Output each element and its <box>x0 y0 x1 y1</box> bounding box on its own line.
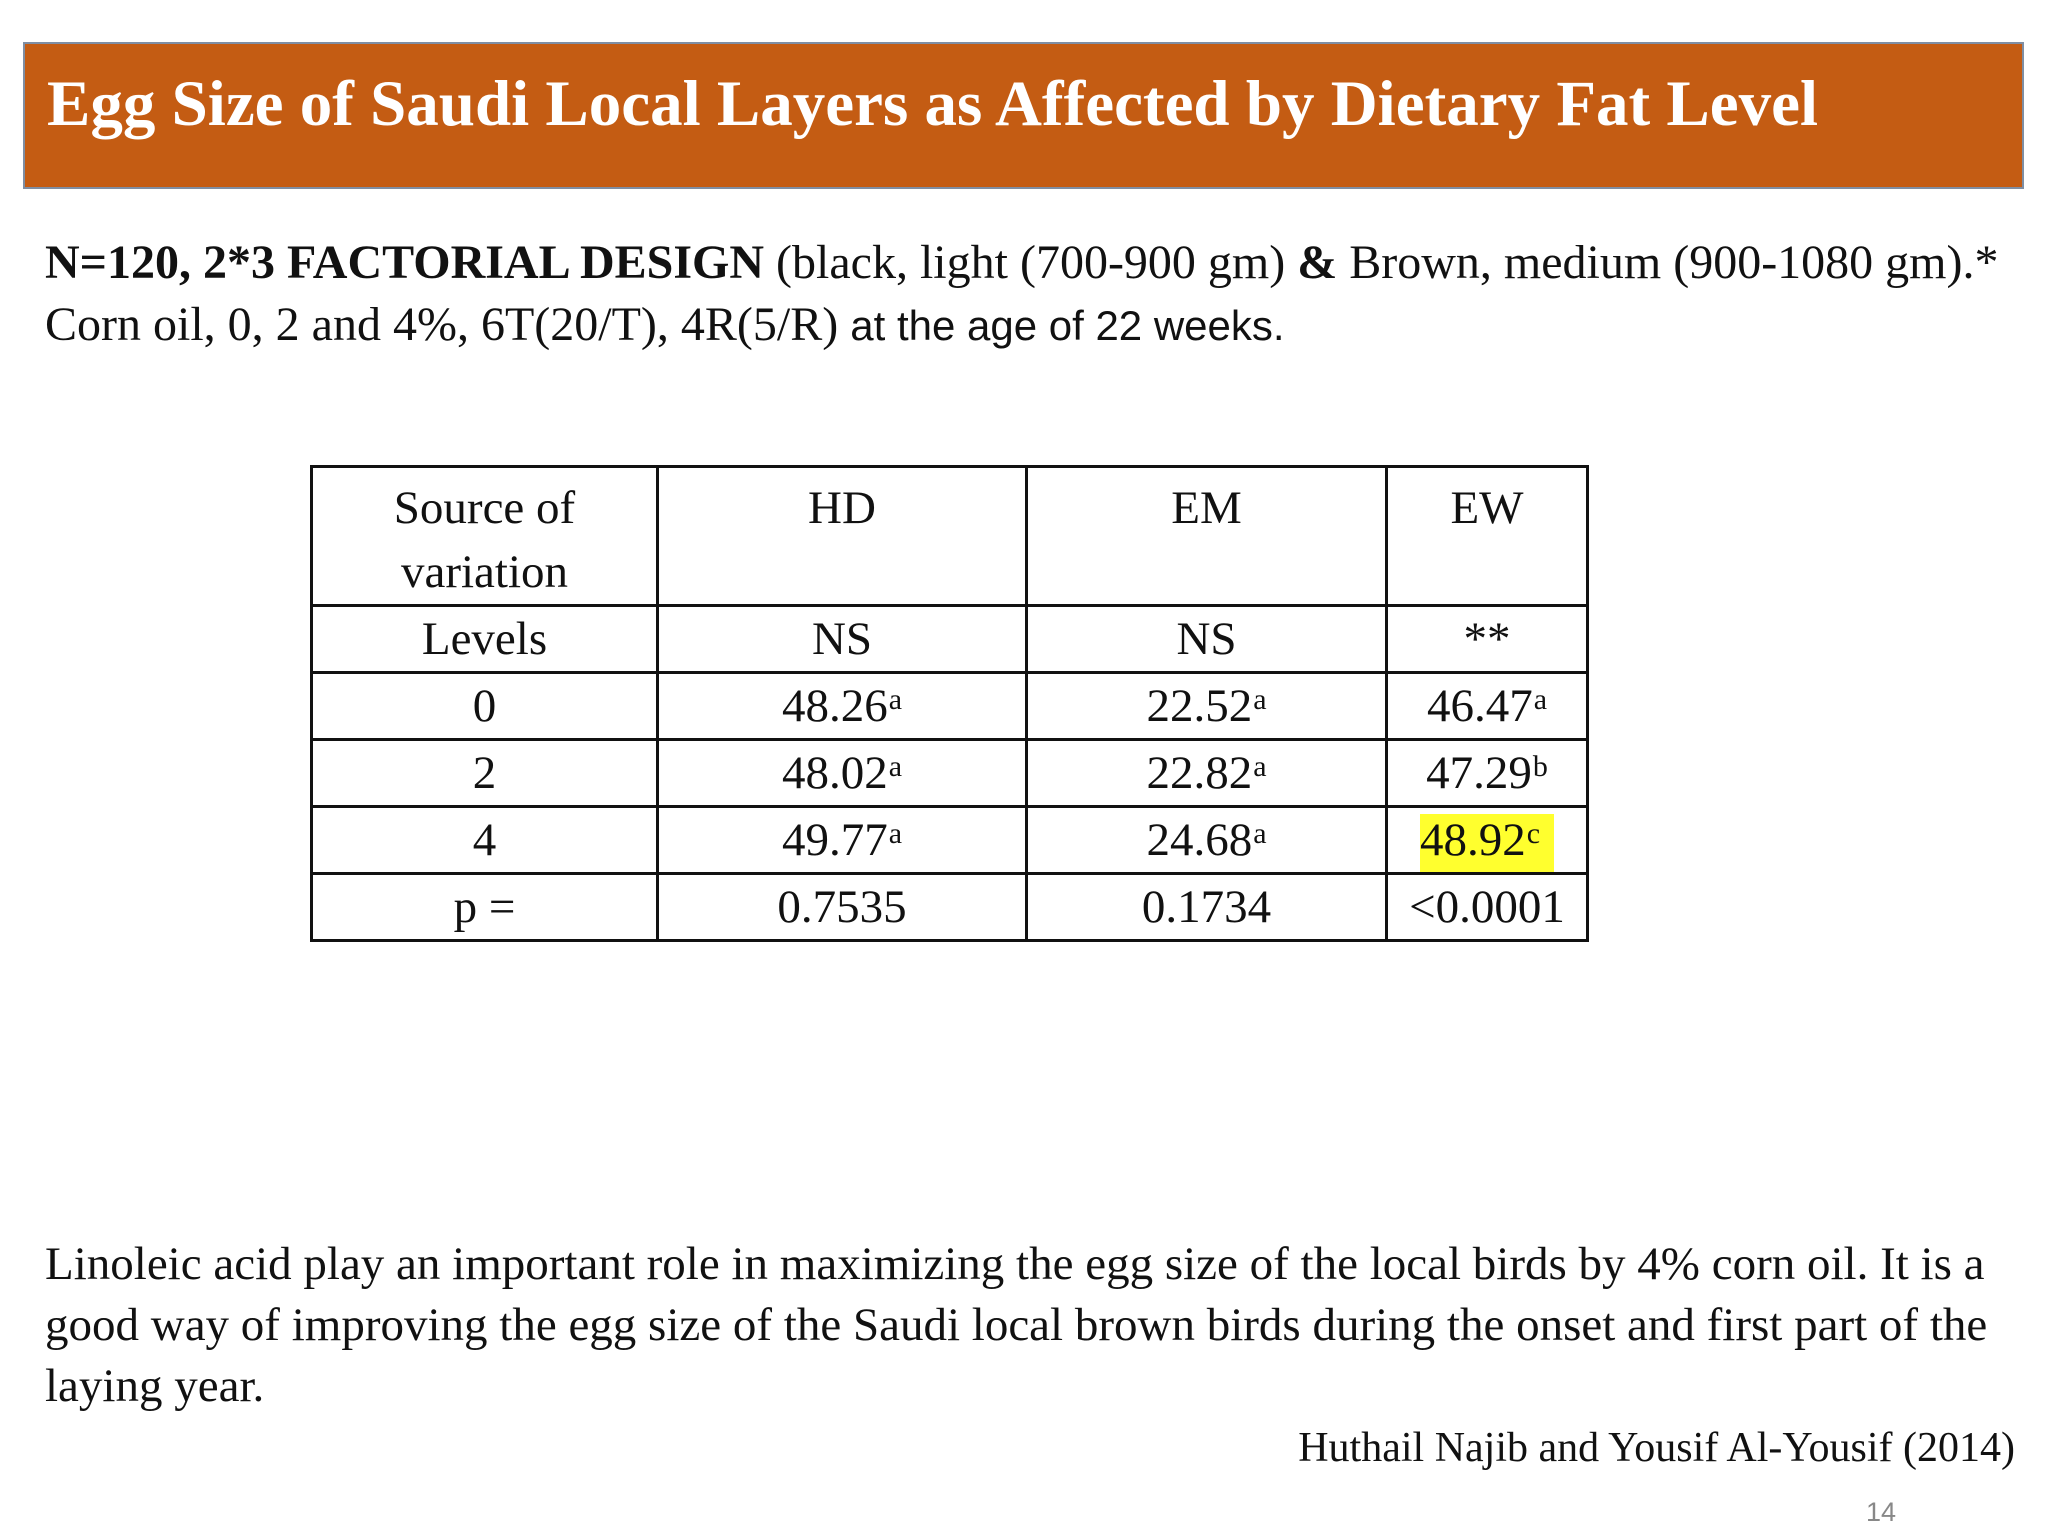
p-hd: 0.7535 <box>658 874 1027 941</box>
ew-letter: b <box>1532 750 1548 783</box>
row-em <box>1027 807 1387 874</box>
table-row-levels <box>312 606 1588 673</box>
em-value: 24.68 <box>1146 814 1253 866</box>
row-em <box>1027 673 1387 740</box>
row-ew <box>1387 740 1588 807</box>
ew-letter: c <box>1526 817 1541 850</box>
row-hd <box>658 740 1027 807</box>
conclusion-text: Linoleic acid play an important role in maximizing the egg size of the local birds by 4% corn oil. It is a good way of improving the egg size of the Saudi local brown birds during the onset and first part of the laying year. <box>45 1238 1988 1412</box>
ew-value: 47.29 <box>1426 747 1532 799</box>
citation: Huthail Najib and Yousif Al-Yousif (2014) <box>1298 1425 2015 1471</box>
page-number: 14 <box>1866 1497 1897 1527</box>
em-letter: a <box>1253 817 1267 850</box>
row-level: 2 <box>312 740 658 807</box>
header-hd: HD <box>658 467 1027 606</box>
title-bar <box>23 42 2024 189</box>
design-part3: at the age of 22 weeks. <box>850 302 1285 349</box>
em-letter: a <box>1253 750 1267 783</box>
row-hd <box>658 673 1027 740</box>
header-ew: EW <box>1387 467 1588 606</box>
row-ew <box>1387 807 1588 874</box>
hd-letter: a <box>888 817 903 850</box>
hd-value: 49.77 <box>781 814 888 866</box>
design-part2: Brown, medium (900-1080 gm).* Corn oil, 0, 2 and 4%, 6T(20/T), 4R(5/R) <box>45 236 1999 351</box>
table-row <box>312 740 1588 807</box>
ew-value: 46.47 <box>1426 680 1533 732</box>
table-header-row <box>312 467 1588 606</box>
table-row <box>312 807 1588 874</box>
em-letter: a <box>1253 683 1267 716</box>
row-hd <box>658 807 1027 874</box>
row-em <box>1027 740 1387 807</box>
table-row-p-values <box>312 874 1588 941</box>
hd-value: 48.02 <box>781 747 888 799</box>
design-description <box>45 232 2020 357</box>
table-row <box>312 673 1588 740</box>
em-value: 22.52 <box>1146 680 1253 732</box>
highlighted-ew-value <box>1420 814 1554 872</box>
levels-em: NS <box>1027 606 1387 673</box>
anova-table <box>310 465 1589 942</box>
row-ew <box>1387 673 1588 740</box>
design-part1: (black, light (700-900 gm) <box>764 236 1298 289</box>
design-ampersand: & <box>1297 236 1338 289</box>
header-source-of-variation: Source of variation <box>312 467 658 606</box>
row-level: 0 <box>312 673 658 740</box>
hd-value: 48.26 <box>781 680 888 732</box>
hd-letter: a <box>888 683 903 716</box>
header-em: EM <box>1027 467 1387 606</box>
levels-ew: ** <box>1387 606 1588 673</box>
p-label: p = <box>312 874 658 941</box>
hd-letter: a <box>888 750 903 783</box>
ew-value: 48.92 <box>1419 814 1526 866</box>
em-value: 22.82 <box>1146 747 1253 799</box>
slide-title: Egg Size of Saudi Local Layers as Affected by Dietary Fat Level <box>47 68 1819 140</box>
levels-label: Levels <box>312 606 658 673</box>
levels-hd: NS <box>658 606 1027 673</box>
p-em: 0.1734 <box>1027 874 1387 941</box>
p-ew: <0.0001 <box>1387 874 1588 941</box>
row-level: 4 <box>312 807 658 874</box>
ew-letter: a <box>1533 683 1548 716</box>
design-bold-lead: N=120, 2*3 FACTORIAL DESIGN <box>45 236 765 289</box>
